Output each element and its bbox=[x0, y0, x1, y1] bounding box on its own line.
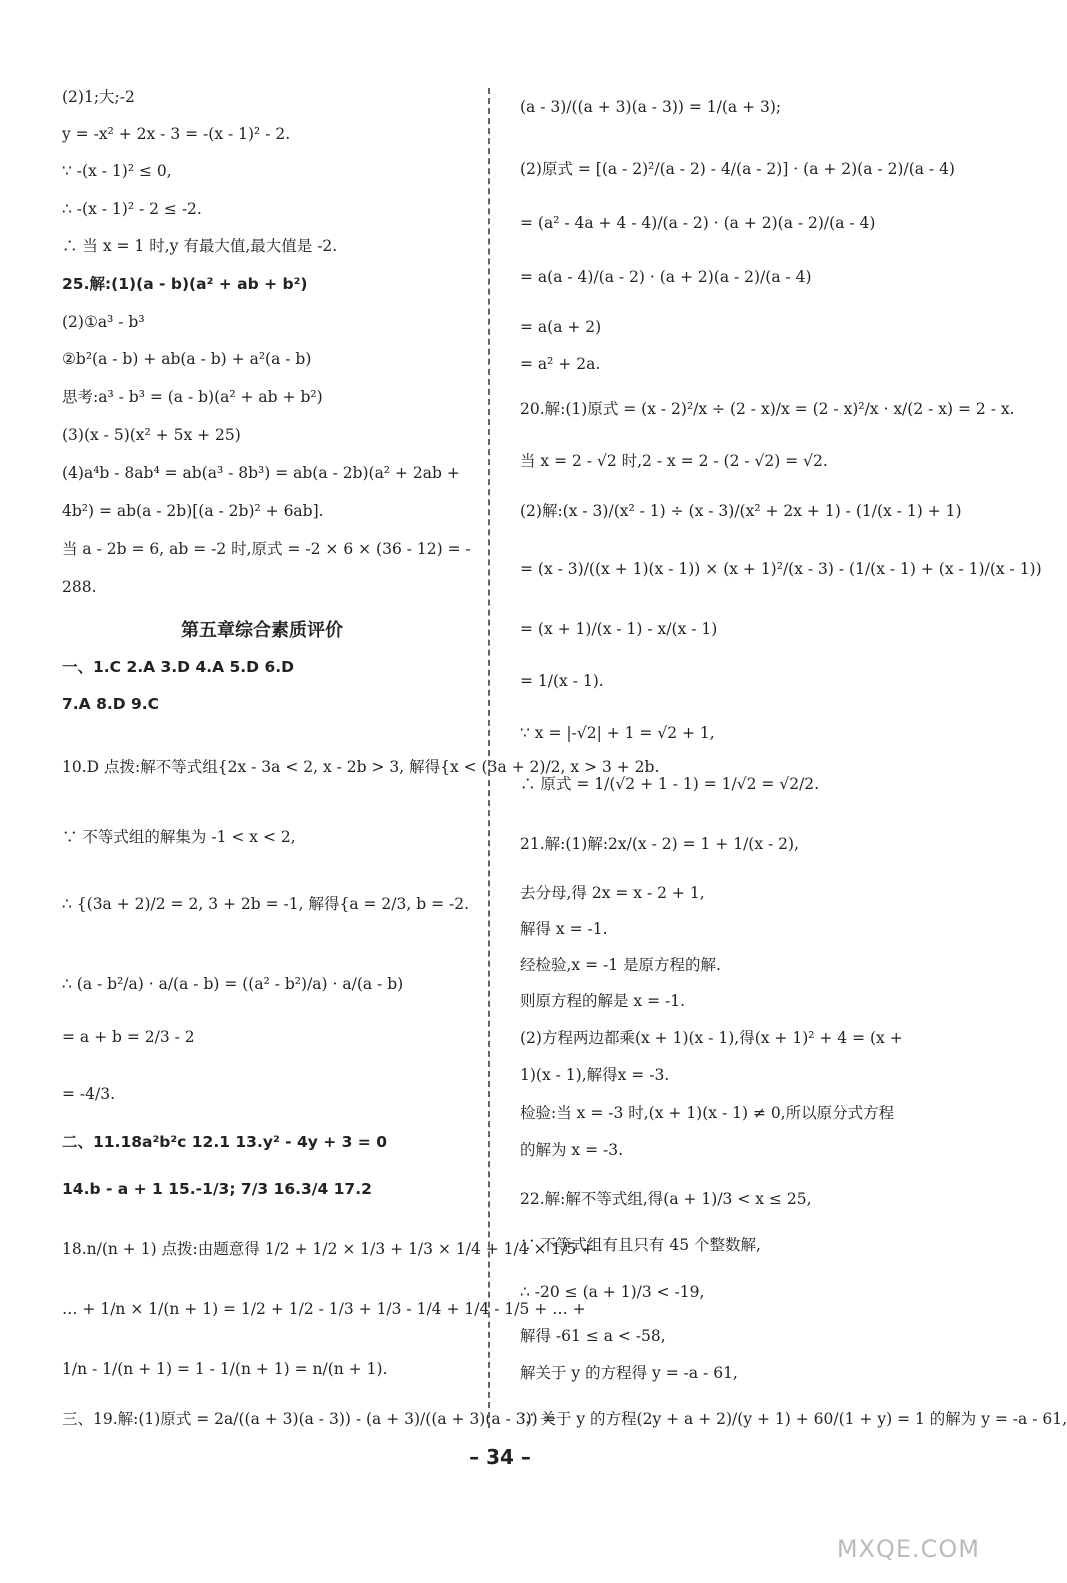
left-column-line: 288. bbox=[62, 578, 97, 596]
left-column-line: 7.A 8.D 9.C bbox=[62, 695, 160, 713]
left-column-line: (4)a⁴b - 8ab⁴ = ab(a³ - 8b³) = ab(a - 2b)(a² + 2ab + bbox=[62, 464, 460, 482]
right-column-line: 1)(x - 1),解得x = -3. bbox=[520, 1066, 670, 1084]
right-column-line: = a(a + 2) bbox=[520, 318, 602, 336]
right-column-line: 解关于 y 的方程得 y = -a - 61, bbox=[520, 1364, 738, 1382]
left-column-line: ∴ {(3a + 2)/2 = 2, 3 + 2b = -1, 解得{a = 2/3, b = -2. bbox=[62, 895, 470, 913]
left-column-line: 14.b - a + 1 15.-1/3; 7/3 16.3/4 17.2 bbox=[62, 1180, 372, 1198]
left-column-line: 1/n - 1/(n + 1) = 1 - 1/(n + 1) = n/(n + 1). bbox=[62, 1360, 388, 1378]
right-column-line: ∵ x = |-√2| + 1 = √2 + 1, bbox=[520, 724, 715, 742]
left-column-line: = a + b = 2/3 - 2 bbox=[62, 1028, 195, 1046]
left-column-line: … + 1/n × 1/(n + 1) = 1/2 + 1/2 - 1/3 + 1/3 - 1/4 + 1/4 - 1/5 + … + bbox=[62, 1300, 586, 1318]
left-column-line: ∵ -(x - 1)² ≤ 0, bbox=[62, 162, 172, 180]
page-number: – 34 – bbox=[469, 1445, 531, 1469]
left-column-line: ∴ -(x - 1)² - 2 ≤ -2. bbox=[62, 200, 202, 218]
left-column-line: = -4/3. bbox=[62, 1085, 116, 1103]
right-column-line: 则原方程的解是 x = -1. bbox=[520, 992, 686, 1010]
right-column-line: 当 x = 2 - √2 时,2 - x = 2 - (2 - √2) = √2. bbox=[520, 452, 828, 470]
right-column-line: 去分母,得 2x = x - 2 + 1, bbox=[520, 884, 705, 902]
right-column-line: 20.解:(1)原式 = (x - 2)²/x ÷ (2 - x)/x = (2 - x)²/x · x/(2 - x) = 2 - x. bbox=[520, 400, 1015, 418]
right-column-line: 21.解:(1)解:2x/(x - 2) = 1 + 1/(x - 2), bbox=[520, 835, 800, 853]
watermark: MXQE.COM bbox=[836, 1535, 980, 1563]
left-column-line: ∴ (a - b²/a) · a/(a - b) = ((a² - b²)/a) · a/(a - b) bbox=[62, 975, 404, 993]
right-column-line: = a(a - 4)/(a - 2) · (a + 2)(a - 2)/(a - 4) bbox=[520, 268, 812, 286]
right-column-line: 的解为 x = -3. bbox=[520, 1141, 624, 1159]
right-column-line: 22.解:解不等式组,得(a + 1)/3 < x ≤ 25, bbox=[520, 1190, 812, 1208]
left-column-line: 当 a - 2b = 6, ab = -2 时,原式 = -2 × 6 × (36 - 12) = - bbox=[62, 540, 471, 558]
left-column-line: 三、19.解:(1)原式 = 2a/((a + 3)(a - 3)) - (a + 3)/((a + 3)(a - 3)) = bbox=[62, 1410, 556, 1428]
right-column-line: = (a² - 4a + 4 - 4)/(a - 2) · (a + 2)(a - 2)/(a - 4) bbox=[520, 214, 876, 232]
right-column-line: = (x + 1)/(x - 1) - x/(x - 1) bbox=[520, 620, 718, 638]
right-column-line: (2)解:(x - 3)/(x² - 1) ÷ (x - 3)/(x² + 2x + 1) - (1/(x - 1) + 1) bbox=[520, 502, 962, 520]
left-column-line: y = -x² + 2x - 3 = -(x - 1)² - 2. bbox=[62, 125, 291, 143]
right-column-line: ∴ 原式 = 1/(√2 + 1 - 1) = 1/√2 = √2/2. bbox=[520, 775, 820, 793]
left-column-line: ∴ 当 x = 1 时,y 有最大值,最大值是 -2. bbox=[62, 237, 338, 255]
right-column-line: ∴ -20 ≤ (a + 1)/3 < -19, bbox=[520, 1283, 705, 1301]
right-column-line: (a - 3)/((a + 3)(a - 3)) = 1/(a + 3); bbox=[520, 98, 782, 116]
right-column-line: 解得 -61 ≤ a < -58, bbox=[520, 1327, 666, 1345]
left-column-line: 18.n/(n + 1) 点拨:由题意得 1/2 + 1/2 × 1/3 + 1/3 × 1/4 + 1/4 × 1/5 + bbox=[62, 1240, 595, 1258]
left-column-line: 10.D 点拨:解不等式组{2x - 3a < 2, x - 2b > 3, 解得{x < (3a + 2)/2, x > 3 + 2b. bbox=[62, 758, 660, 776]
right-column-line: = (x - 3)/((x + 1)(x - 1)) × (x + 1)²/(x - 3) - (1/(x - 1) + (x - 1)/(x - 1)) bbox=[520, 560, 1042, 578]
left-column-line: ②b²(a - b) + ab(a - b) + a²(a - b) bbox=[62, 350, 312, 368]
right-column-line: ∵ 关于 y 的方程(2y + a + 2)/(y + 1) + 60/(1 + y) = 1 的解为 y = -a - 61, bbox=[520, 1410, 1067, 1428]
right-column-line: (2)原式 = [(a - 2)²/(a - 2) - 4/(a - 2)] · (a + 2)(a - 2)/(a - 4) bbox=[520, 160, 955, 178]
right-column-line: = 1/(x - 1). bbox=[520, 672, 604, 690]
left-column-line: 25.解:(1)(a - b)(a² + ab + b²) bbox=[62, 275, 308, 293]
left-column-line: (2)1;大;-2 bbox=[62, 88, 135, 106]
right-column-line: 解得 x = -1. bbox=[520, 920, 608, 938]
left-column-line: 4b²) = ab(a - 2b)[(a - 2b)² + 6ab]. bbox=[62, 502, 324, 520]
left-column-line: 第五章综合素质评价 bbox=[181, 620, 343, 641]
right-column-line: ∵ 不等式组有且只有 45 个整数解, bbox=[520, 1236, 761, 1254]
left-column-line: (3)(x - 5)(x² + 5x + 25) bbox=[62, 426, 241, 444]
column-divider bbox=[488, 88, 490, 1428]
right-column-line: = a² + 2a. bbox=[520, 355, 601, 373]
left-column-line: (2)①a³ - b³ bbox=[62, 313, 145, 331]
right-column-line: 检验:当 x = -3 时,(x + 1)(x - 1) ≠ 0,所以原分式方程 bbox=[520, 1104, 895, 1122]
right-column-line: 经检验,x = -1 是原方程的解. bbox=[520, 956, 721, 974]
left-column-line: ∵ 不等式组的解集为 -1 < x < 2, bbox=[62, 828, 296, 846]
left-column-line: 一、1.C 2.A 3.D 4.A 5.D 6.D bbox=[62, 658, 294, 676]
left-column-line: 二、11.18a²b²c 12.1 13.y² - 4y + 3 = 0 bbox=[62, 1133, 387, 1151]
right-column-line: (2)方程两边都乘(x + 1)(x - 1),得(x + 1)² + 4 = (x + bbox=[520, 1029, 903, 1047]
left-column-line: 思考:a³ - b³ = (a - b)(a² + ab + b²) bbox=[62, 388, 323, 406]
